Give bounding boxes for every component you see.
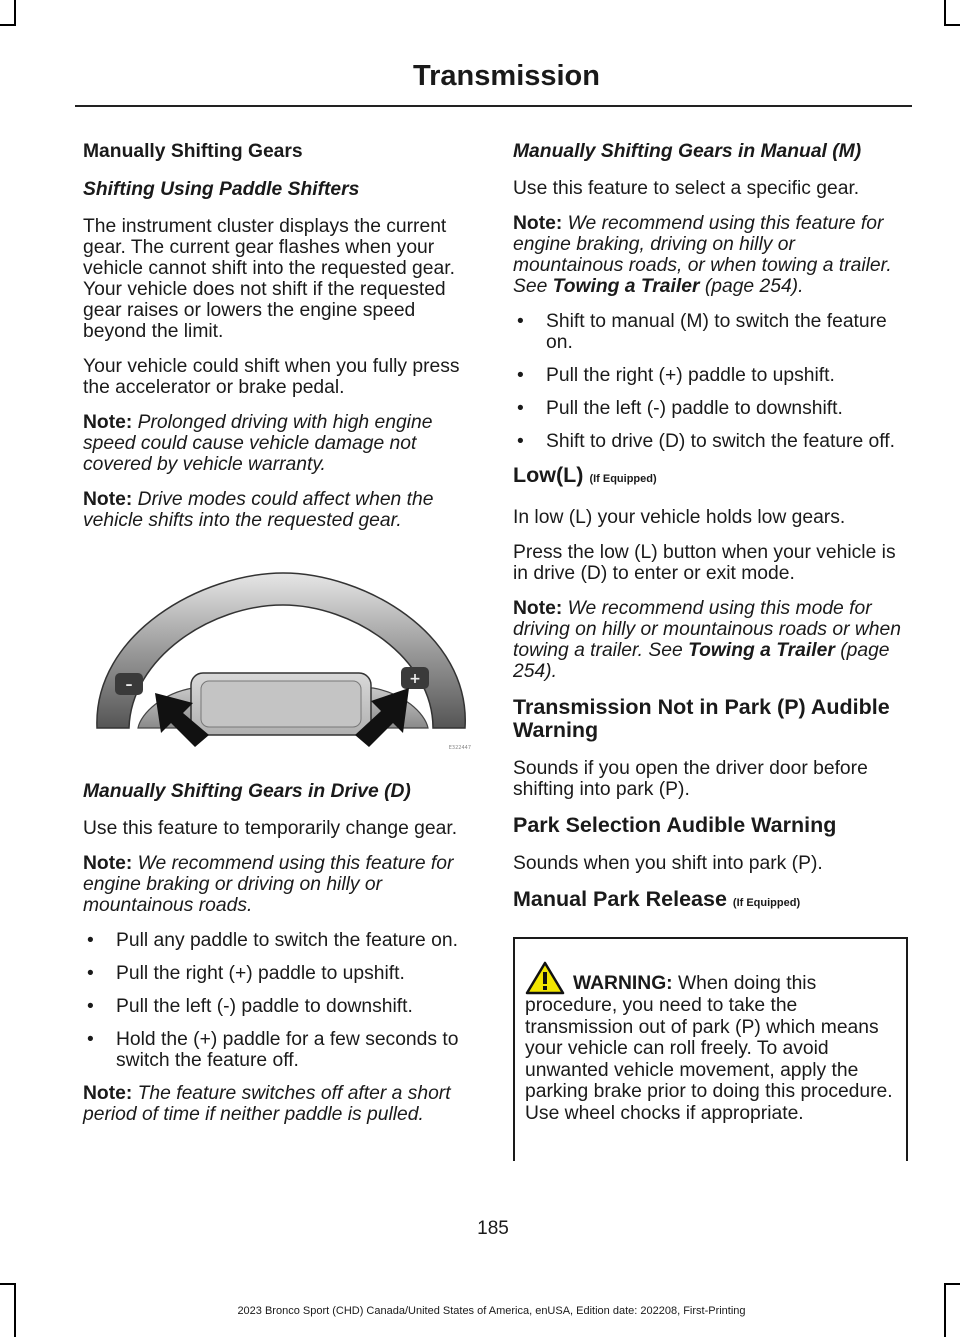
note-label: Note: [513,213,563,234]
heading-paddle-shifters: Shifting Using Paddle Shifters [83,179,360,200]
bullet-icon: • [87,930,94,951]
note [513,213,908,297]
crop-mark [14,0,16,26]
note-label: Note: [83,412,133,433]
link-towing-a-trailer[interactable]: Towing a Trailer [552,276,700,297]
list-item [83,996,478,1017]
note [83,1083,478,1125]
right-column [513,140,908,1161]
list-item-text: Pull any paddle to switch the feature on. [116,930,458,951]
if-equipped-tag: (If Equipped) [732,897,801,909]
heading-manual-mode: Manually Shifting Gears in Manual (M) [513,141,862,162]
paragraph: Sounds if you open the driver door before shifting into park (P). [513,758,868,800]
paragraph: Press the low (L) button when your vehicle is in drive (D) to enter or exit mode. [513,542,896,584]
note-text: The feature switches off after a short period of time if neither paddle is pulled. [83,1083,451,1125]
paragraph: Sounds when you shift into park (P). [513,853,823,874]
paragraph: Use this feature to temporarily change gear. [83,818,458,839]
heading-not-in-park-warning: Transmission Not in Park (P) Audible Warning [513,695,890,742]
heading-park-selection-warning: Park Selection Audible Warning [513,813,837,837]
note [83,489,478,531]
note [513,598,908,682]
list-item [513,365,908,386]
crop-mark [0,24,15,26]
heading-low-gear [513,464,908,491]
note [83,853,478,916]
note-label: Note: [83,489,133,510]
list-item-text: Pull the left (-) paddle to downshift. [116,996,413,1017]
crop-mark [0,1283,15,1285]
paragraph: Use this feature to select a specific gear. [513,178,860,199]
list-item-text: Pull the right (+) paddle to upshift. [116,963,405,984]
header-divider [75,105,912,107]
heading-text: Manual Park Release [513,887,727,911]
bullet-icon: • [87,996,94,1017]
note-text: We recommend using this feature for engine braking, driving on hilly or mountainous roads, or when towing a trailer. See [513,213,892,297]
left-column [83,140,478,1139]
page-reference: (page 254). [704,276,804,297]
note-text: We recommend using this mode for driving on hilly or mountainous roads or when towing a trailer. See [513,598,901,661]
list-item-text: Pull the right (+) paddle to upshift. [546,365,835,386]
paragraph: In low (L) your vehicle holds low gears. [513,507,846,528]
bullet-icon: • [517,311,524,332]
page-title: Transmission [413,60,600,92]
plus-label: + [409,671,421,687]
warning-label: WARNING: [573,973,673,994]
list-item [513,398,908,419]
warning-text-block [525,961,896,1124]
list-item-text: Shift to drive (D) to switch the feature off. [546,431,896,452]
warning-triangle-icon [525,961,565,995]
bullet-icon: • [87,963,94,984]
note-label: Note: [513,598,563,619]
crop-mark [944,0,946,26]
warning-text: When doing this procedure, you need to take the transmission out of park (P) which means your vehicle can roll freely. To avoid unwanted vehicle movement, apply the parking brake prior to doing this procedure. Use wheel chocks if appropriate. [525,973,893,1124]
page-reference: (page 254). [513,640,890,682]
crop-mark [945,1283,960,1285]
list-item [513,311,908,353]
list-item-text: Hold the (+) paddle for a few seconds to switch the feature off. [116,1029,459,1071]
note-text: We recommend using this feature for engine braking or driving on hilly or mountainous roads. [83,853,454,916]
list-item [513,431,908,452]
minus-label: – [125,677,133,693]
bullet-icon: • [517,431,524,452]
bullet-list [513,311,908,452]
paragraph: The instrument cluster displays the current gear. The current gear flashes when your vehicle cannot shift into the requested gear. Your vehicle does not shift if the requested gear raises or lowers the engine speed beyond the limit. [83,216,455,342]
figure-code: E322447 [448,745,471,751]
bullet-icon: • [517,398,524,419]
list-item-text: Pull the left (-) paddle to downshift. [546,398,843,419]
link-towing-a-trailer[interactable]: Towing a Trailer [688,640,835,661]
list-item [83,930,478,951]
list-item [83,1029,478,1071]
bullet-icon: • [517,365,524,386]
footer-edition-info: 2023 Bronco Sport (CHD) Canada/United States of America, enUSA, Edition date: 202208, First-Printing [237,1305,746,1317]
warning-box [513,937,908,1161]
heading-drive-mode: Manually Shifting Gears in Drive (D) [83,781,411,802]
page-number: 185 [477,1218,509,1239]
note-label: Note: [83,853,133,874]
steering-wheel-paddle-illustration [83,553,478,753]
list-item-text: Shift to manual (M) to switch the feature on. [546,311,887,353]
heading-manual-park-release [513,888,908,915]
if-equipped-tag: (If Equipped) [589,473,657,485]
note-text: Drive modes could affect when the vehicle shifts into the requested gear. [83,489,434,531]
paragraph: Your vehicle could shift when you fully press the accelerator or brake pedal. [83,356,460,398]
note-text: Prolonged driving with high engine speed could cause vehicle damage not covered by vehicle warranty. [83,412,433,475]
bullet-list [83,930,478,1071]
note [83,412,478,475]
bullet-icon: • [87,1029,94,1050]
note-label: Note: [83,1083,133,1104]
crop-mark [945,24,960,26]
list-item [83,963,478,984]
heading-text: Low(L) [513,463,584,487]
heading-manually-shifting: Manually Shifting Gears [83,141,303,162]
